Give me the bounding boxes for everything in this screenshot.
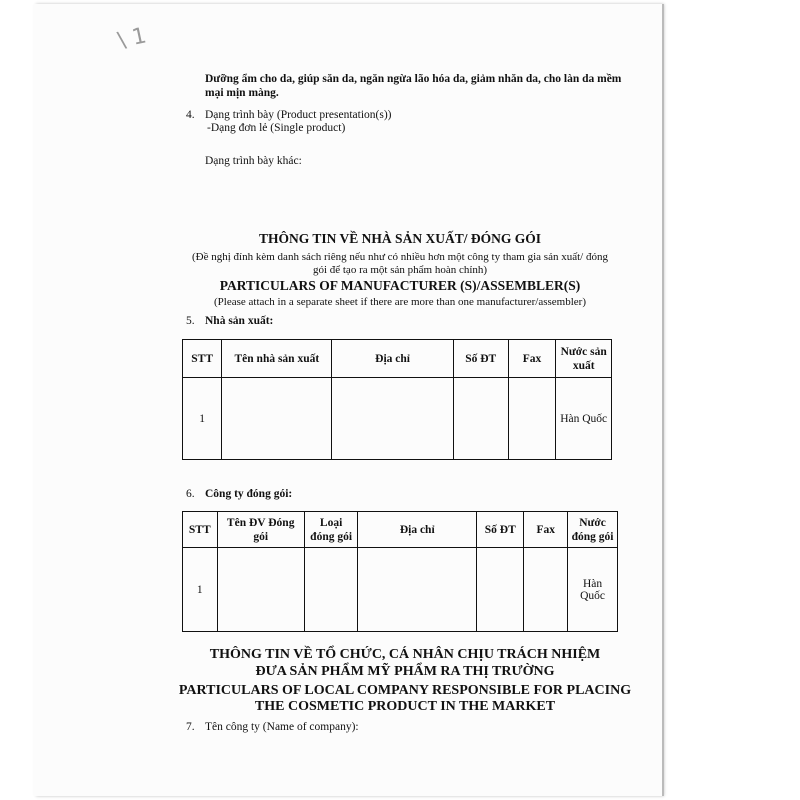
intro-line-2: mại mịn màng. [205,87,279,99]
cell-fax [524,548,568,632]
cell-phone [453,378,508,460]
local-company-title-en-1: PARTICULARS OF LOCAL COMPANY RESPONSIBLE FOR PLACING [178,683,632,698]
manufacturer-note-vn-2: gói để tạo ra một sản phẩm hoàn chỉnh) [312,264,488,276]
col-header-phone: Số ĐT [453,340,508,378]
col-header-phone: Số ĐT [477,512,524,548]
cell-phone [477,548,524,632]
cell-manufacturer-name [222,378,332,460]
col-header-country: Nước sản xuất [556,340,612,378]
col-header-packing-type: Loại đóng gói [304,512,357,548]
manufacturer-note-vn-1: (Đề nghị đính kèm danh sách riêng nếu như có nhiều hơn một công ty tham gia sản xuất/ đóng [192,251,608,263]
item6-title: Công ty đóng gói: [205,488,293,500]
intro-line-1: Dưỡng ẩm cho da, giúp săn da, ngăn ngừa lão hóa da, giảm nhăn da, cho làn da mềm [205,73,622,85]
item7-number: 7. [186,721,195,733]
col-header-stt: STT [183,340,222,378]
col-header-country: Nước đóng gói [568,512,618,548]
col-header-packer-name: Tên ĐV Đóng gói [217,512,304,548]
item7-title: Tên công ty (Name of company): [205,721,359,733]
cell-packer-name [217,548,304,632]
col-header-manufacturer-name: Tên nhà sản xuất [222,340,332,378]
local-company-title-en-2: THE COSMETIC PRODUCT IN THE MARKET [254,699,556,714]
table-header-row [183,512,618,548]
other-forms-label: Dạng trình bày khác: [205,155,302,167]
cell-fax [508,378,556,460]
manufacturer-table [182,339,612,460]
manufacturer-title-en: PARTICULARS OF MANUFACTURER (S)/ASSEMBLER(S) [219,278,581,293]
col-header-address: Địa chỉ [332,340,453,378]
manufacturer-note-en: (Please attach in a separate sheet if there are more than one manufacturer/assembler) [214,296,586,308]
packer-table [182,511,618,632]
cell-country: Hàn Quốc [556,378,612,460]
col-header-fax: Fax [524,512,568,548]
cell-country: Hàn Quốc [568,548,618,632]
item5-number: 5. [186,315,195,327]
page-edge [662,4,664,796]
item5-title: Nhà sản xuất: [205,315,274,327]
cell-address [358,548,477,632]
table-row [183,548,618,632]
handwritten-mark: \ 1 [115,23,149,54]
local-company-title-vn-2: ĐƯA SẢN PHẨM MỸ PHẨM RA THỊ TRƯỜNG [255,664,555,679]
cell-stt: 1 [183,378,222,460]
item4-title: Dạng trình bày (Product presentation(s)) [205,109,392,121]
col-header-address: Địa chỉ [358,512,477,548]
table-row [183,378,612,460]
cell-stt: 1 [183,548,218,632]
item4-number: 4. [186,109,195,121]
col-header-fax: Fax [508,340,556,378]
col-header-stt: STT [183,512,218,548]
cell-packing-type [304,548,357,632]
cell-address [332,378,453,460]
item6-number: 6. [186,488,195,500]
table-header-row [183,340,612,378]
item4-value: -Dạng đơn lẻ (Single product) [207,122,346,134]
manufacturer-title-vn: THÔNG TIN VỀ NHÀ SẢN XUẤT/ ĐÓNG GÓI [259,231,541,246]
local-company-title-vn-1: THÔNG TIN VỀ TỔ CHỨC, CÁ NHÂN CHỊU TRÁCH NHIỆM [209,647,601,662]
